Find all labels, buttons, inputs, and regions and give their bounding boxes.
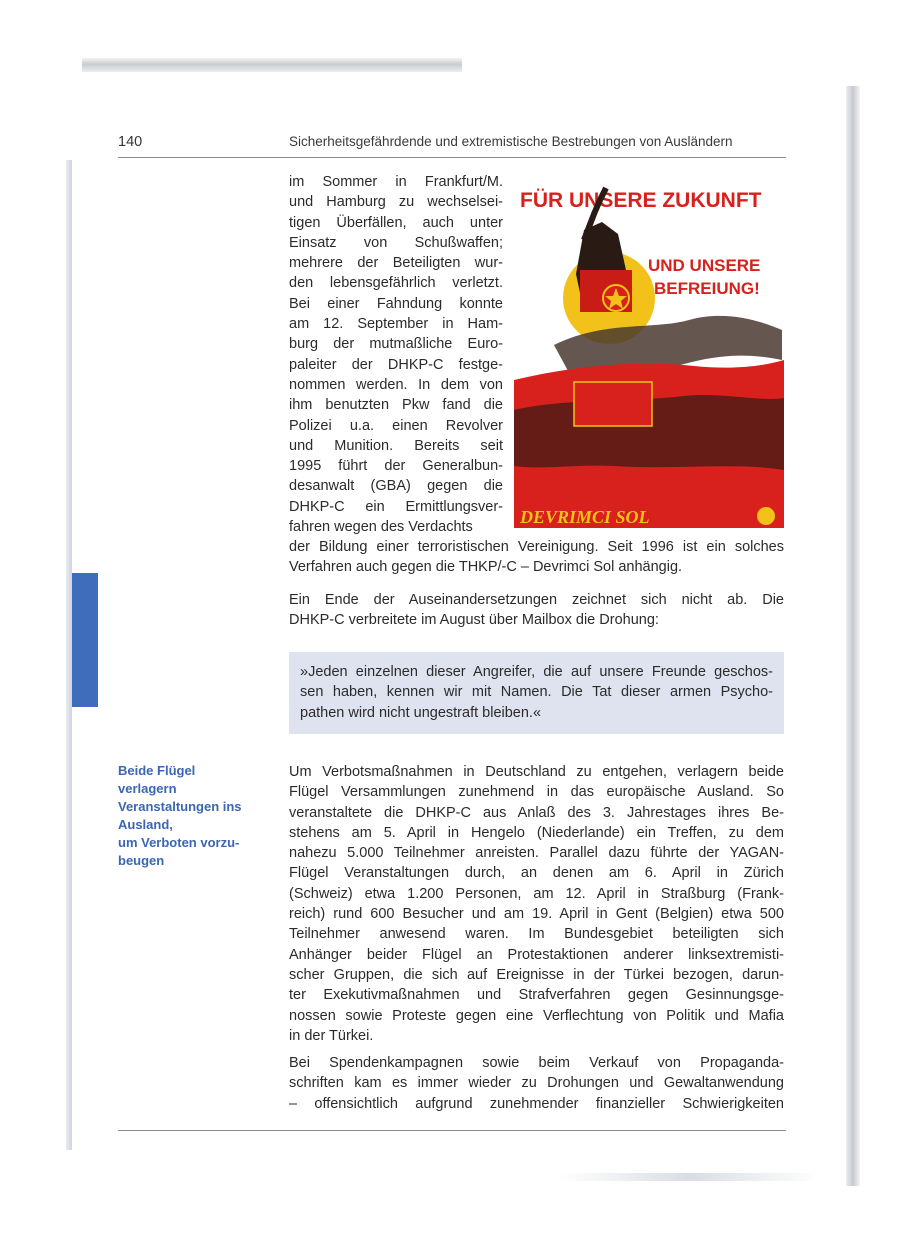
text-line: veranstaltete die DHKP-C aus Anlaß des 3. Jahrestages ihres Be- xyxy=(289,804,784,821)
poster-footer-text: DEVRIMCI SOL xyxy=(520,507,650,527)
text-line: Ein Ende der Auseinandersetzungen zeichnet sich nicht ab. Die xyxy=(289,592,784,608)
text-line: Bei Spendenkampagnen sowie beim Verkauf von Propaganda- xyxy=(289,1055,784,1071)
propaganda-poster xyxy=(514,170,784,528)
text-line: am 12. September in Ham- xyxy=(289,316,503,333)
text-line: (Schweiz) etwa 1.200 Personen, am 12. April in Straßburg (Frank- xyxy=(289,885,784,902)
text-line: – offensichtlich aufgrund zunehmender finanzieller Schwierigkeiten xyxy=(289,1095,784,1112)
text-line: und Hamburg zu wechselsei- xyxy=(289,194,503,211)
text-line: Verfahren auch gegen die THKP/-C – Devrimci Sol anhängig. xyxy=(289,559,683,576)
scan-edge-right xyxy=(846,86,860,1186)
text-line: Einsatz von Schußwaffen; xyxy=(289,234,503,251)
continued-paragraph xyxy=(289,537,784,578)
text-line: in der Türkei. xyxy=(289,1027,374,1044)
scan-edge-top xyxy=(82,58,462,72)
text-line: den lebensgefährlich verletzt. xyxy=(289,275,503,292)
text-line: Flügel Veranstaltungen durch, an denen am 6. April in Zürich xyxy=(289,865,784,882)
text-line: tigen Überfällen, auch unter xyxy=(289,214,503,231)
text-line: reich) rund 600 Besucher und am 19. April in Gent (Belgien) etwa 500 xyxy=(289,906,784,923)
poster-subline-1: UND UNSERE xyxy=(648,256,761,275)
text-line: nahezu 5.000 Teilnehmer anreisten. Parallel dazu führte der YAGAN- xyxy=(289,845,784,862)
quote-line: »Jeden einzelnen dieser Angreifer, die auf unsere Freunde geschos- xyxy=(300,664,773,680)
poster-small-banner xyxy=(574,382,652,426)
text-line: desanwalt (GBA) gegen die xyxy=(289,478,503,495)
running-title: Sicherheitsgefährdende und extremistische Bestrebungen von Ausländern xyxy=(289,134,733,149)
margin-note xyxy=(118,762,278,870)
margin-note-line: beugen xyxy=(118,853,165,868)
text-line: ter Exekutivmaßnahmen und Strafverfahren gegen Gesinnungsge- xyxy=(289,987,784,1004)
poster-headline: FÜR UNSERE ZUKUNFT xyxy=(520,189,762,212)
paragraph-donations xyxy=(289,1053,784,1114)
paragraph-threat-intro xyxy=(289,590,784,631)
text-line: mehrere der Beteiligten wur- xyxy=(289,255,503,272)
paragraph-events-abroad xyxy=(289,762,784,1046)
text-line: stehens am 5. April in Hengelo (Niederlande) ein Treffen, zu dem xyxy=(289,824,784,841)
text-line: nommen werden. In dem von xyxy=(289,376,503,393)
quote-text xyxy=(300,662,773,723)
text-line: 1995 führt der Generalbun- xyxy=(289,458,503,475)
text-line: ihm benutzten Pkw fand die xyxy=(289,397,503,414)
quote-line: pathen wird nicht ungestraft bleiben.« xyxy=(300,704,542,721)
text-line: Polizei u.a. einen Revolver xyxy=(289,417,503,434)
text-line: fahren wegen des Verdachts xyxy=(289,519,473,536)
text-line: Um Verbotsmaßnahmen in Deutschland zu entgehen, verlagern beide xyxy=(289,764,784,780)
narrow-text-column xyxy=(289,172,503,537)
poster-footer-emblem xyxy=(757,507,775,525)
margin-note-line: Ausland, xyxy=(118,817,173,832)
text-line: nossen sowie Proteste gegen eine Verflechtung von Politik und Mafia xyxy=(289,1007,784,1024)
text-line: burg der mutmaßliche Euro- xyxy=(289,336,503,353)
text-line: Anhänger beider Flügel an Protestaktionen anderer linksextremisti- xyxy=(289,946,784,963)
footer-rule xyxy=(118,1130,786,1131)
text-line: DHKP-C verbreitete im August über Mailbox die Drohung: xyxy=(289,612,659,629)
quote-line: sen haben, kennen wir mit Namen. Die Tat dieser armen Psycho- xyxy=(300,684,773,701)
chapter-tab-marker xyxy=(72,573,98,707)
margin-note-line: Beide Flügel xyxy=(118,763,196,778)
text-line: Bei einer Fahndung konnte xyxy=(289,295,503,312)
margin-note-line: verlagern xyxy=(118,781,177,796)
text-line: scher Gruppen, die sich auf Ereignisse in der Türkei bezogen, darun- xyxy=(289,966,784,983)
header-rule xyxy=(118,157,786,158)
text-line: paleiter der DHKP-C festge- xyxy=(289,356,503,373)
text-line: Flügel Versammlungen zunehmend in das europäische Ausland. So xyxy=(289,784,784,801)
margin-note-line: um Verboten vorzu- xyxy=(118,835,240,850)
text-line: der Bildung einer terroristischen Vereinigung. Seit 1996 ist ein solches xyxy=(289,539,784,555)
quote-box xyxy=(289,652,784,734)
text-line: schriften kam es immer wieder zu Drohungen und Gewaltanwendung xyxy=(289,1075,784,1092)
page-number: 140 xyxy=(118,134,143,150)
text-line: DHKP-C ein Ermittlungsver- xyxy=(289,498,503,515)
margin-note-line: Veranstaltungen ins xyxy=(118,799,242,814)
poster-illustration xyxy=(514,170,784,528)
scan-edge-bottom xyxy=(560,1173,820,1181)
text-line: Teilnehmer anwesend waren. Im Bundesgebiet beteiligten sich xyxy=(289,926,784,943)
text-line: und Munition. Bereits seit xyxy=(289,437,503,454)
poster-subline-2: BEFREIUNG! xyxy=(654,279,760,298)
text-line: im Sommer in Frankfurt/M. xyxy=(289,174,503,190)
